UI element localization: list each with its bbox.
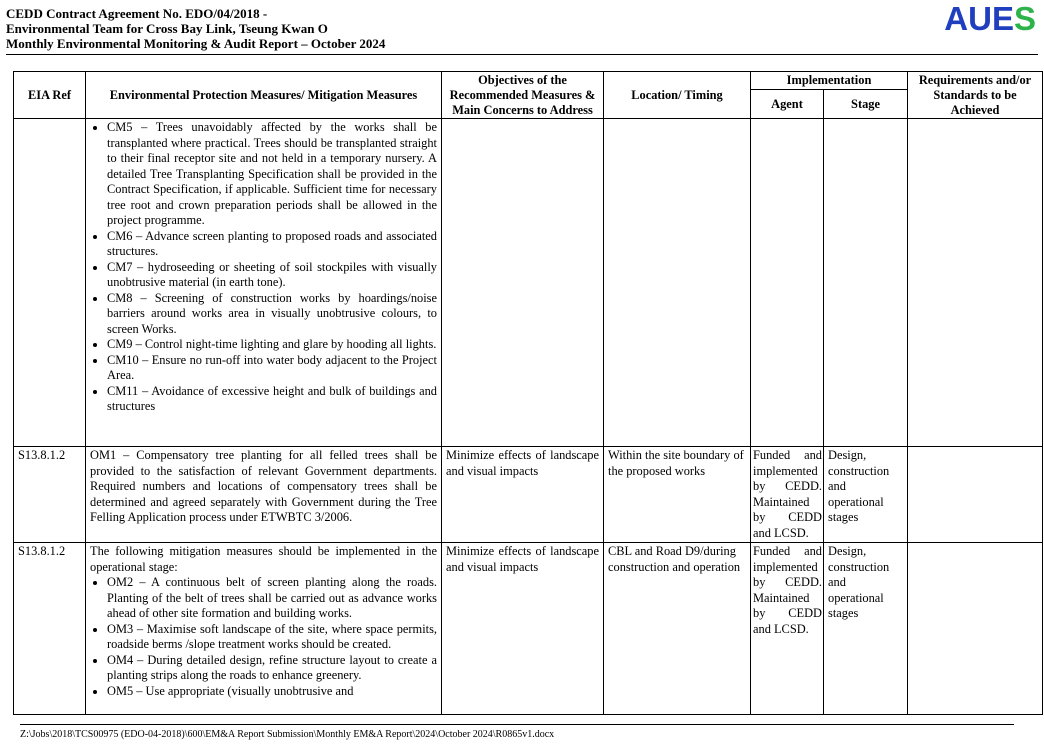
measure-bullet: • CM6 – Advance screen planting to proposed roads and associated structures. (107, 229, 437, 260)
eia-ref-cell (14, 119, 86, 447)
table-row (14, 447, 1043, 543)
footer-file-path: Z:\Jobs\2018\TCS00975 (EDO-04-2018)\600\EM&A Report Submission\Monthly EM&A Report\2024\October 2024\R0865v1.docx (20, 729, 555, 740)
location-cell: CBL and Road D9/during construction and operation (604, 543, 751, 715)
agent-cell: Funded and implemented by CEDD. Maintained by CEDD and LCSD. (751, 543, 824, 715)
aues-logo (944, 1, 1036, 37)
measure-bullet: • OM5 – Use appropriate (visually unobtrusive and (107, 684, 437, 700)
measure-intro: The following mitigation measures should be implemented in the operational stage: (90, 544, 437, 574)
objectives-cell: Minimize effects of landscape and visual impacts (442, 543, 604, 715)
measures-cell (86, 543, 442, 715)
agent-cell (751, 119, 824, 447)
measure-bullet: • CM5 – Trees unavoidably affected by the works shall be transplanted where practical. Trees should be transplanted straight to their final receptor site and not held in a temporary nursery. A detailed Tree Transplanting Specification shall be provided in the Contract Specification, if applicable. Sufficient time for necessary tree root and crown preparation periods shall be allowed in the project programme. (107, 120, 437, 229)
header-line-3: Monthly Environmental Monitoring & Audit Report – October 2024 (6, 36, 386, 51)
measures-cell: OM1 – Compensatory tree planting for all felled trees shall be provided to the satisfaction of relevant Government departments. Required numbers and locations of compensatory trees shall be determined and agreed separately with Government during the Tree Felling Application process under ETWBTC 3/2006. (86, 447, 442, 543)
header-line-2: Environmental Team for Cross Bay Link, Tseung Kwan O (6, 21, 328, 36)
report-header (6, 6, 385, 51)
measure-bullet: • CM10 – Ensure no run-off into water body adjacent to the Project Area. (107, 353, 437, 384)
requirements-cell (908, 447, 1043, 543)
location-cell (604, 119, 751, 447)
eia-ref-cell: S13.8.1.2 (14, 543, 86, 715)
measure-bullet: • OM3 – Maximise soft landscape of the site, where space permits, roadside berms /slope treatment works should be created. (107, 622, 437, 653)
header-stage: Stage (824, 90, 908, 119)
mitigation-measures-table (13, 71, 1043, 715)
logo-letter: E (991, 0, 1014, 37)
header-objectives: Objectives of the Recommended Measures & Main Concerns to Address (442, 72, 604, 119)
agent-cell: Funded and implemented by CEDD. Maintained by CEDD and LCSD. (751, 447, 824, 543)
location-cell: Within the site boundary of the proposed works (604, 447, 751, 543)
logo-letter: S (1013, 0, 1036, 37)
eia-ref-cell: S13.8.1.2 (14, 447, 86, 543)
requirements-cell (908, 119, 1043, 447)
objectives-cell (442, 119, 604, 447)
table-row (14, 119, 1043, 447)
header-implementation: Implementation (751, 72, 908, 90)
stage-cell: Design, construction and operational stages (824, 543, 908, 715)
footer-divider (20, 724, 1014, 725)
measure-bullet: • CM11 – Avoidance of excessive height and bulk of buildings and structures (107, 384, 437, 415)
measures-cell (86, 119, 442, 447)
stage-cell (824, 119, 908, 447)
header-eia-ref: EIA Ref (14, 72, 86, 119)
header-requirements: Requirements and/or Standards to be Achieved (908, 72, 1043, 119)
requirements-cell (908, 543, 1043, 715)
measure-bullet: • OM4 – During detailed design, refine structure layout to create a planting strips along the roads to enhance greenery. (107, 653, 437, 684)
header-measures: Environmental Protection Measures/ Mitigation Measures (86, 72, 442, 119)
header-divider (6, 54, 1038, 55)
stage-cell: Design, construction and operational stages (824, 447, 908, 543)
header-agent: Agent (751, 90, 824, 119)
logo-letter: A (944, 0, 969, 37)
header-line-1: CEDD Contract Agreement No. EDO/04/2018 - (6, 6, 268, 21)
header-location-timing: Location/ Timing (604, 72, 751, 119)
measure-bullet: • CM9 – Control night-time lighting and glare by hooding all lights. (107, 337, 437, 353)
measure-bullet: • OM2 – A continuous belt of screen planting along the roads. Planting of the belt of trees shall be carried out as advance works ahead of other site formation and building works. (107, 575, 437, 622)
logo-letter: U (968, 0, 992, 37)
measure-bullet: • CM7 – hydroseeding or sheeting of soil stockpiles with visually unobtrusive material (in earth tone). (107, 260, 437, 291)
objectives-cell: Minimize effects of landscape and visual impacts (442, 447, 604, 543)
table-row (14, 543, 1043, 715)
measure-bullet: • CM8 – Screening of construction works by hoardings/noise barriers around works area in visually unobtrusive colours, to screen Works. (107, 291, 437, 338)
